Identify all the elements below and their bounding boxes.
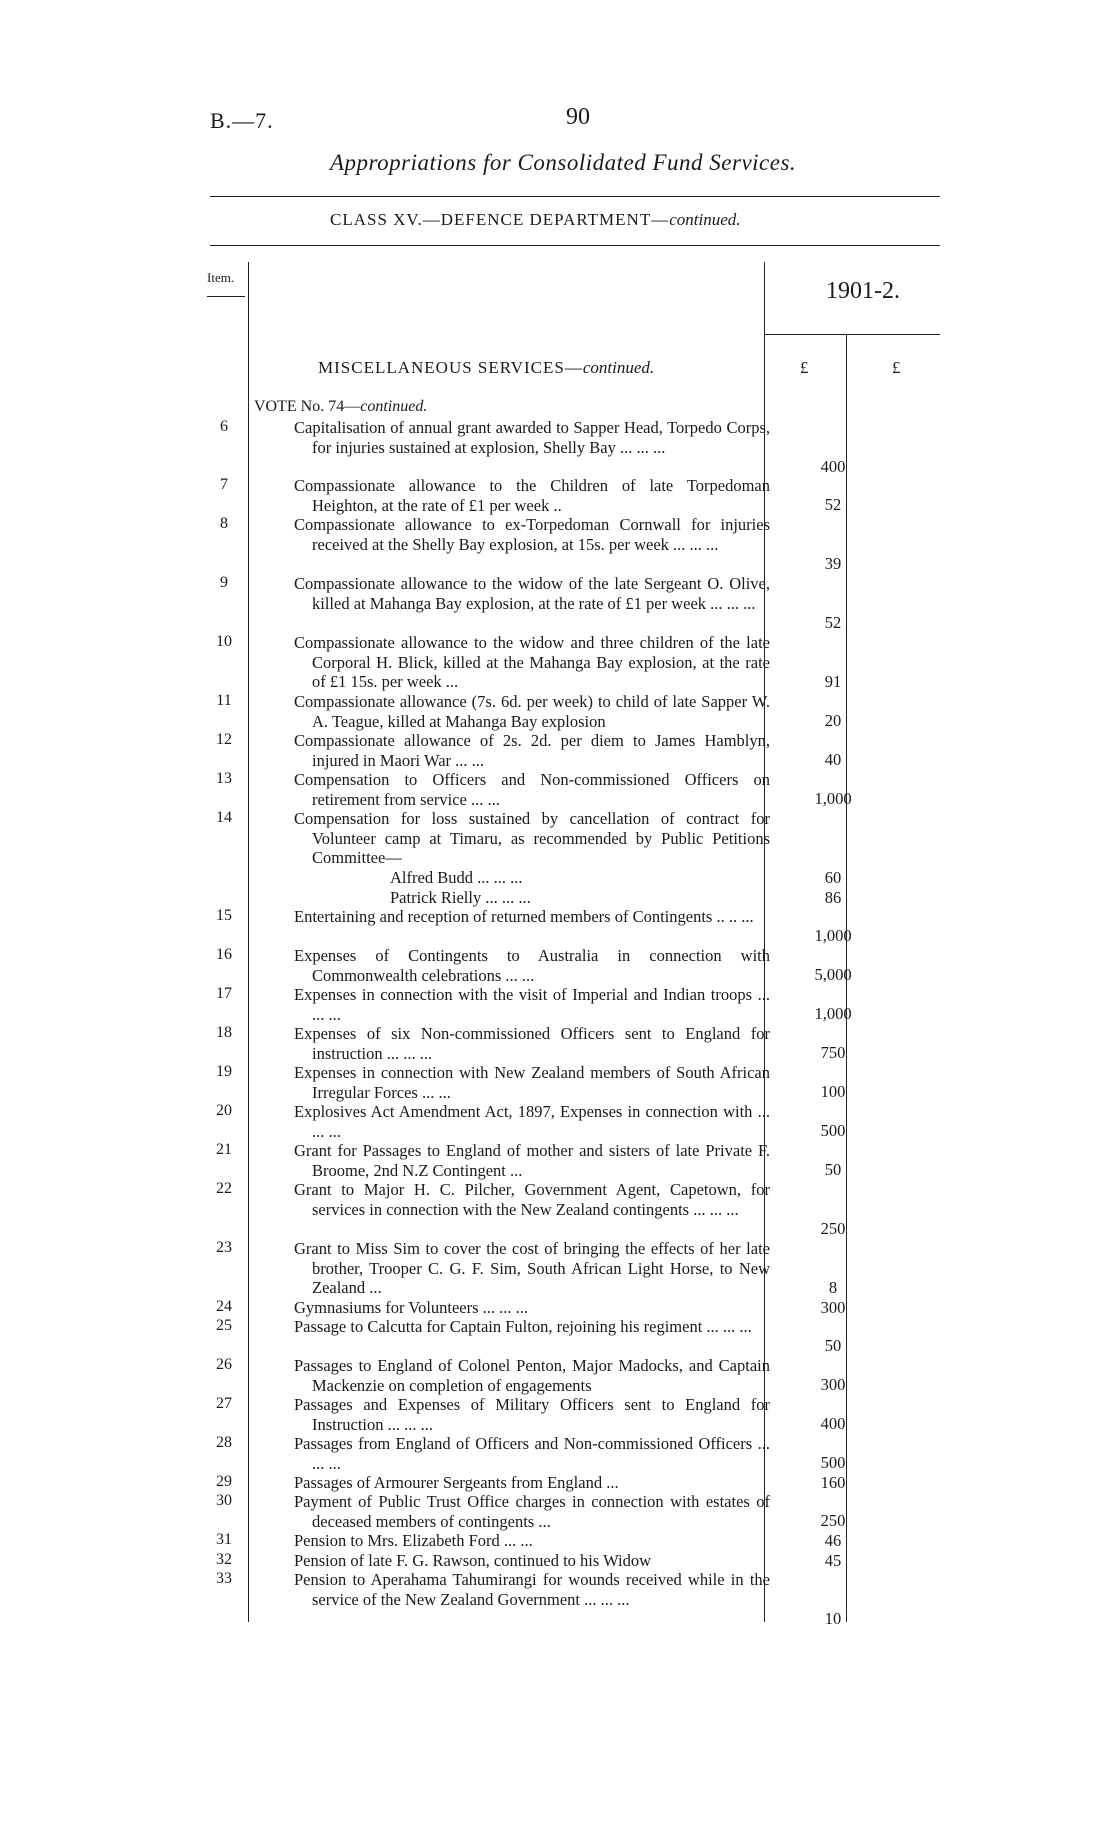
class-heading-main: CLASS XV.—DEFENCE DEPARTMENT— (330, 210, 670, 229)
item-number: 24 (216, 1298, 232, 1315)
item-amount: 40 (824, 750, 842, 769)
item-description: Compassionate allowance to the widow of the late Sergeant O. Olive, killed at Mahanga Bay explosion, at the rate of £1 per week ... ... ... (294, 574, 770, 613)
page-title: Appropriations for Consolidated Fund Services. (330, 150, 797, 175)
item-number: 23 (216, 1239, 232, 1256)
item-number: 28 (216, 1434, 232, 1451)
item-column-header: Item. (207, 270, 235, 285)
document-code: B.—7. (210, 108, 274, 133)
item-description: Patrick Rielly ... ... ... (390, 888, 531, 907)
item-number: 33 (216, 1570, 232, 1587)
item-amount: 300 (820, 1375, 846, 1394)
section-heading-main: MISCELLANEOUS SERVICES— (318, 358, 583, 377)
item-amount: 400 (820, 457, 846, 476)
vote-heading-main: VOTE No. 74— (254, 398, 361, 415)
item-amount: 1,000 (814, 789, 852, 808)
item-description: Compassionate allowance (7s. 6d. per week) to child of late Sapper W. A. Teague, killed at Mahanga Bay explosion (294, 692, 770, 731)
item-number: 19 (216, 1063, 232, 1080)
item-number: 14 (216, 809, 232, 826)
item-amount: 50 (824, 1336, 842, 1355)
item-description: Passages to England of Colonel Penton, Major Madocks, and Captain Mackenzie on completion of engagements (294, 1356, 770, 1395)
item-amount: 46 (824, 1531, 842, 1550)
item-description: Passages and Expenses of Military Officers sent to England for Instruction ... ... ... (294, 1395, 770, 1434)
item-amount: 60 (824, 868, 842, 887)
item-description: Payment of Public Trust Office charges in connection with estates of deceased members of contingents ... (294, 1492, 770, 1531)
item-description: Passage to Calcutta for Captain Fulton, rejoining his regiment ... ... ... (294, 1317, 752, 1336)
item-number: 11 (216, 692, 232, 709)
item-description: Expenses of six Non-commissioned Officers sent to England for instruction ... ... ... (294, 1024, 770, 1063)
item-number: 10 (216, 633, 232, 650)
item-amount: 250 (820, 1219, 846, 1238)
item-description-wrap (294, 888, 770, 908)
year-column-header: 1901-2. (826, 278, 900, 304)
vote-heading (254, 398, 427, 416)
item-number: 15 (216, 907, 232, 924)
item-description: Explosives Act Amendment Act, 1897, Expenses in connection with ... ... ... (294, 1102, 770, 1141)
item-description: Capitalisation of annual grant awarded to Sapper Head, Torpedo Corps, for injuries sustained at explosion, Shelly Bay ... ... ... (294, 418, 770, 457)
item-amount: 250 (820, 1511, 846, 1530)
item-description: Compassionate allowance to the widow and three children of the late Corporal H. Blick, killed at the Mahanga Bay explosion, at the rate of £1 15s. per week ... (294, 633, 770, 692)
item-number: 30 (216, 1492, 232, 1509)
item-number: 31 (216, 1531, 232, 1548)
year-header-rule (764, 334, 940, 335)
item-description: Grant to Miss Sim to cover the cost of bringing the effects of her late brother, Trooper C. G. F. Sim, South African Light Horse, to New Zealand ... (294, 1239, 770, 1298)
item-number: 7 (220, 476, 228, 493)
item-description: Compensation for loss sustained by cancellation of contract for Volunteer camp at Timaru, as recommended by Public Petitions Committee— (294, 809, 770, 868)
currency-symbol-2: £ (892, 358, 901, 377)
title-rule (210, 196, 940, 197)
item-description: Expenses of Contingents to Australia in connection with Commonwealth celebrations ... ... (294, 946, 770, 985)
item-description: Compassionate allowance to the Children of late Torpedoman Heighton, at the rate of £1 per week .. (294, 476, 770, 515)
item-header-rule (207, 296, 245, 297)
item-amount: 1,000 (814, 1004, 852, 1023)
item-amount: 100 (820, 1082, 846, 1101)
item-number: 29 (216, 1473, 232, 1490)
item-amount: 91 (824, 672, 842, 691)
item-number: 26 (216, 1356, 232, 1373)
item-number: 18 (216, 1024, 232, 1041)
item-description: Passages from England of Officers and Non-commissioned Officers ... ... ... (294, 1434, 770, 1473)
item-amount: 400 (820, 1414, 846, 1433)
item-number: 9 (220, 574, 228, 591)
item-amount: 300 (820, 1298, 846, 1317)
item-description: Entertaining and reception of returned members of Contingents .. .. ... (294, 907, 754, 926)
item-description: Pension to Aperahama Tahumirangi for wounds received while in the service of the New Zealand Government ... ... ... (294, 1570, 770, 1609)
item-amount: 500 (820, 1453, 846, 1472)
item-amount: 10 (824, 1609, 842, 1628)
item-description: Expenses in connection with the visit of Imperial and Indian troops ... ... ... (294, 985, 770, 1024)
vote-heading-continued: continued. (360, 398, 428, 415)
item-description: Grant for Passages to England of mother and sisters of late Private F. Broome, 2nd N.Z Contingent ... (294, 1141, 770, 1180)
item-amount: 20 (824, 711, 842, 730)
item-number: 13 (216, 770, 232, 787)
item-number: 21 (216, 1141, 232, 1158)
item-description-wrap (294, 868, 770, 888)
item-description: Compassionate allowance to ex-Torpedoman Cornwall for injuries received at the Shelly Bay explosion, at 15s. per week ... ... ... (294, 515, 770, 554)
item-amount: 50 (824, 1160, 842, 1179)
item-number: 25 (216, 1317, 232, 1334)
item-number: 22 (216, 1180, 232, 1197)
item-number: 8 (220, 515, 228, 532)
item-number: 6 (220, 418, 228, 435)
item-number: 27 (216, 1395, 232, 1412)
item-amount: 8 (828, 1278, 838, 1297)
item-number: 16 (216, 946, 232, 963)
section-heading (318, 358, 654, 378)
class-heading (330, 210, 741, 230)
item-amount: 5,000 (814, 965, 852, 984)
item-number: 20 (216, 1102, 232, 1119)
page-number: 90 (566, 104, 590, 130)
item-amount: 52 (824, 495, 842, 514)
item-description: Gymnasiums for Volunteers ... ... ... (294, 1298, 529, 1317)
item-amount: 52 (824, 613, 842, 632)
item-amount: 45 (824, 1551, 842, 1570)
item-description: Pension of late F. G. Rawson, continued to his Widow (294, 1551, 652, 1570)
item-number: 32 (216, 1551, 232, 1568)
currency-symbol-1: £ (800, 358, 809, 377)
item-description: Compassionate allowance of 2s. 2d. per diem to James Hamblyn, injured in Maori War ... ... (294, 731, 770, 770)
item-number: 17 (216, 985, 232, 1002)
item-description: Expenses in connection with New Zealand members of South African Irregular Forces ... ... (294, 1063, 770, 1102)
item-amount: 160 (820, 1473, 846, 1492)
item-amount: 750 (820, 1043, 846, 1062)
item-description: Alfred Budd ... ... ... (390, 868, 523, 887)
class-rule (210, 245, 940, 246)
item-amount: 500 (820, 1121, 846, 1140)
item-description: Passages of Armourer Sergeants from England ... (294, 1473, 619, 1492)
item-description: Pension to Mrs. Elizabeth Ford ... ... (294, 1531, 533, 1550)
item-amount: 1,000 (814, 926, 852, 945)
item-column-divider (248, 262, 249, 1622)
class-heading-continued: continued. (669, 210, 741, 229)
section-heading-continued: continued. (582, 358, 655, 377)
item-description: Compensation to Officers and Non-commissioned Officers on retirement from service ... ... (294, 770, 770, 809)
item-description: Grant to Major H. C. Pilcher, Government Agent, Capetown, for services in connection with the New Zealand contingents ... ... ... (294, 1180, 770, 1219)
item-amount: 39 (824, 554, 842, 573)
item-number: 12 (216, 731, 232, 748)
item-amount: 86 (824, 888, 842, 907)
